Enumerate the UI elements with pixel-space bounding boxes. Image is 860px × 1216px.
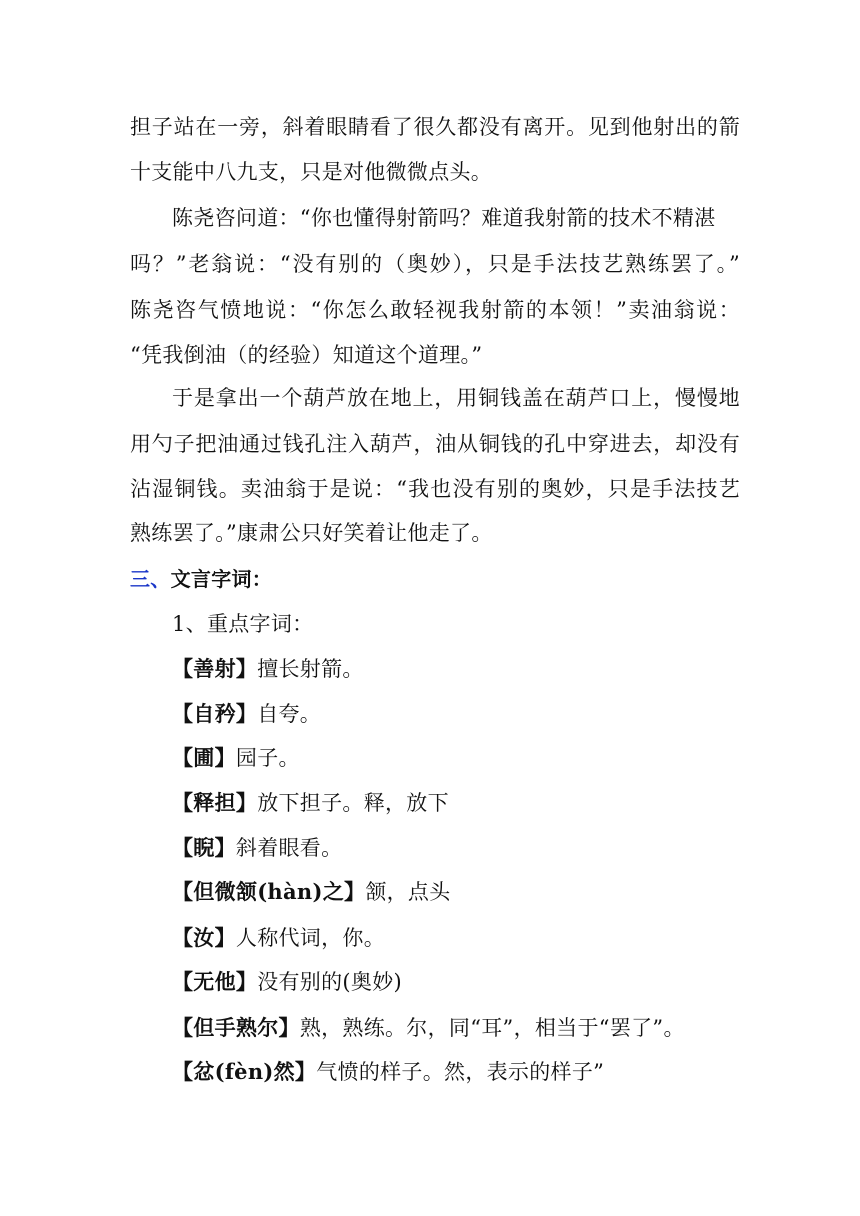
paragraph-line: 吗？”老翁说：“没有别的（奥妙），只是手法技艺熟练罢了。”: [130, 252, 740, 276]
glossary-entry: [172, 654, 782, 684]
glossary-definition: 放下担子。释，放下: [257, 791, 449, 815]
glossary-entry: [172, 923, 782, 953]
paragraph-line: 于是拿出一个葫芦放在地上，用铜钱盖在葫芦口上，慢慢地: [172, 386, 740, 410]
paragraph-line: 沾湿铜钱。卖油翁于是说：“我也没有别的奥妙，只是手法技艺: [130, 477, 740, 501]
glossary-entry: [172, 1057, 782, 1087]
paragraph-line: “凭我倒油（的经验）知道这个道理。”: [130, 343, 483, 367]
glossary-definition: 熟，熟练。尔，同“耳”，相当于“罢了”。: [299, 1016, 685, 1040]
paragraph-line: 十支能中八九支，只是对他微微点头。: [130, 160, 493, 184]
glossary-entry: [172, 788, 782, 818]
glossary-entry: [172, 967, 782, 997]
glossary-definition: 自夸。: [257, 702, 322, 726]
glossary-definition: 斜着眼看。: [235, 836, 343, 860]
glossary-term: 【无他】: [172, 969, 258, 994]
paragraph-line: 陈尧咨气愤地说：“你怎么敢轻视我射箭的本领！”卖油翁说：: [130, 298, 740, 322]
glossary-term: 【但手熟尔】: [172, 1015, 300, 1040]
glossary-definition: 人称代词，你。: [235, 926, 386, 950]
section-heading: [130, 564, 740, 594]
glossary-entry: [172, 1013, 782, 1043]
glossary-entry: [172, 833, 782, 863]
glossary-entry: [172, 699, 782, 729]
subsection-title: 1、重点字词：: [172, 612, 314, 636]
glossary-term: 【睨】: [172, 835, 236, 860]
glossary-entry: [172, 877, 782, 907]
glossary-entry: [172, 743, 782, 773]
glossary-definition: 颔，点头: [365, 880, 451, 904]
section-title: 文言字词：: [170, 567, 273, 591]
glossary-term: 【圃】: [172, 745, 236, 770]
paragraph-line: 陈尧咨问道：“你也懂得射箭吗？难道我射箭的技术不精湛: [172, 206, 716, 230]
paragraph-line: 担子站在一旁，斜着眼睛看了很久都没有离开。见到他射出的箭: [130, 115, 740, 139]
glossary-term: 【善射】: [172, 656, 258, 681]
glossary-term: 【忿(fèn)然】: [172, 1059, 317, 1084]
glossary-term: 【自矜】: [172, 701, 258, 726]
glossary-definition: 擅长射箭。: [257, 657, 364, 681]
glossary-term: 【释担】: [172, 790, 258, 815]
paragraph-line: 用勺子把油通过钱孔注入葫芦，油从铜钱的孔中穿进去，却没有: [130, 432, 740, 456]
glossary-definition: 气愤的样子。然，表示的样子”: [316, 1060, 605, 1084]
glossary-term: 【但微颔(hàn)之】: [172, 879, 366, 904]
paragraph-line: 熟练罢了。”康肃公只好笑着让他走了。: [130, 521, 493, 545]
glossary-term: 【汝】: [172, 925, 236, 950]
glossary-definition: 园子。: [235, 746, 300, 770]
section-number: 三、: [130, 567, 171, 591]
glossary-definition: 没有别的(奥妙): [257, 970, 402, 994]
